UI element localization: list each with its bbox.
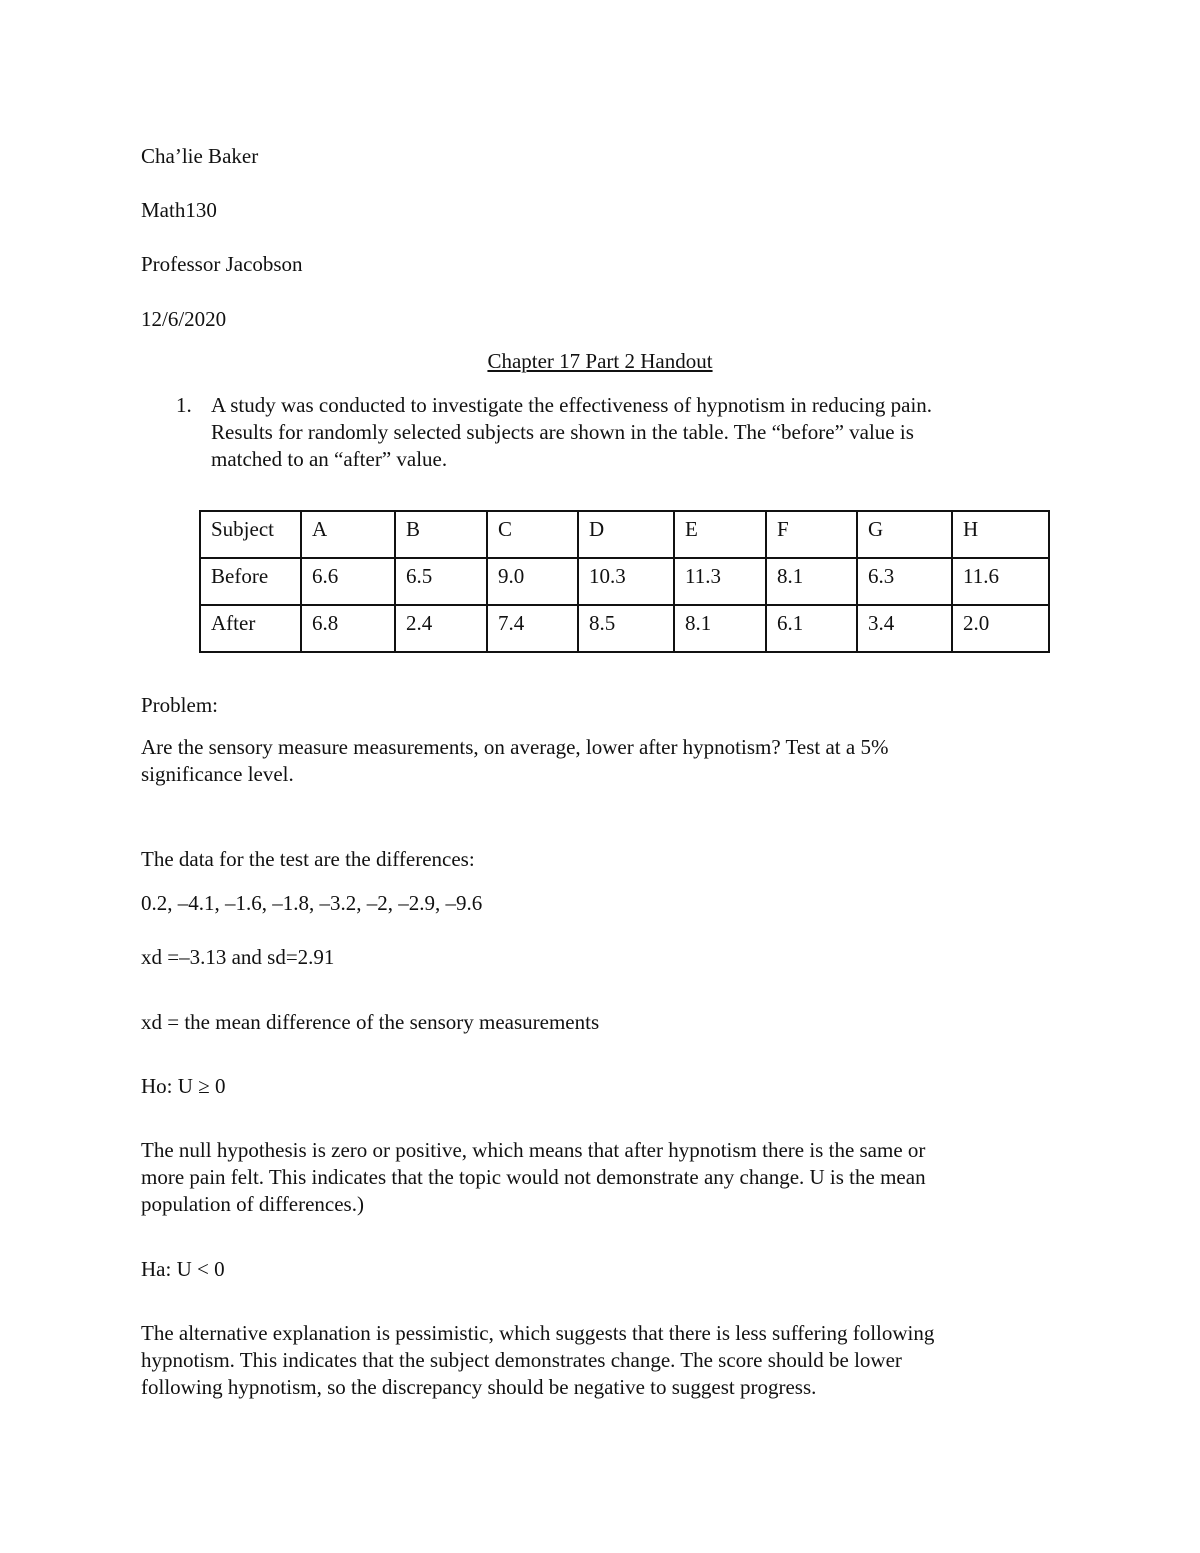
table-cell: H bbox=[952, 511, 1049, 558]
table-cell: 10.3 bbox=[578, 558, 674, 605]
alt-hypothesis-statement: Ha: U < 0 bbox=[141, 1257, 225, 1281]
document-title: Chapter 17 Part 2 Handout bbox=[487, 349, 713, 373]
null-hypothesis-line: population of differences.) bbox=[141, 1192, 364, 1216]
table-cell: 2.0 bbox=[952, 605, 1049, 652]
alt-hypothesis-line: The alternative explanation is pessimistic, which suggests that there is less suffering following bbox=[141, 1321, 935, 1345]
table-cell: 2.4 bbox=[395, 605, 487, 652]
differences-stats: xd =–3.13 and sd=2.91 bbox=[141, 945, 335, 969]
table-cell: G bbox=[857, 511, 952, 558]
table-cell: 8.5 bbox=[578, 605, 674, 652]
question-text bbox=[211, 392, 1071, 473]
table-cell: 8.1 bbox=[674, 605, 766, 652]
table-cell: 8.1 bbox=[766, 558, 857, 605]
alt-hypothesis-line: hypnotism. This indicates that the subject demonstrates change. The score should be lower bbox=[141, 1348, 902, 1372]
problem-line: significance level. bbox=[141, 762, 294, 786]
table-cell: 6.8 bbox=[301, 605, 395, 652]
table-cell: 6.5 bbox=[395, 558, 487, 605]
data-table bbox=[199, 510, 1050, 653]
table-cell: 11.6 bbox=[952, 558, 1049, 605]
table-cell: 7.4 bbox=[487, 605, 578, 652]
course-name: Math130 bbox=[141, 198, 217, 222]
table-cell: Before bbox=[200, 558, 301, 605]
question-line: Results for randomly selected subjects are shown in the table. The “before” value is bbox=[211, 420, 914, 444]
mean-difference-definition: xd = the mean difference of the sensory measurements bbox=[141, 1010, 600, 1034]
table-cell: F bbox=[766, 511, 857, 558]
null-hypothesis-line: The null hypothesis is zero or positive, which means that after hypnotism there is the same or bbox=[141, 1138, 926, 1162]
alt-hypothesis-explanation bbox=[141, 1320, 1041, 1401]
document-date: 12/6/2020 bbox=[141, 307, 227, 331]
student-name: Cha’lie Baker bbox=[141, 144, 259, 168]
problem-line: Are the sensory measure measurements, on average, lower after hypnotism? Test at a 5% bbox=[141, 735, 889, 759]
table-row-before bbox=[200, 558, 1049, 605]
null-hypothesis-explanation bbox=[141, 1137, 1041, 1218]
null-hypothesis-statement: Ho: U ≥ 0 bbox=[141, 1074, 226, 1098]
table-cell: 6.6 bbox=[301, 558, 395, 605]
table-cell: 6.1 bbox=[766, 605, 857, 652]
table-row-header bbox=[200, 511, 1049, 558]
question-line: matched to an “after” value. bbox=[211, 447, 448, 471]
table-cell: After bbox=[200, 605, 301, 652]
table-cell: Subject bbox=[200, 511, 301, 558]
differences-values: 0.2, –4.1, –1.6, –1.8, –3.2, –2, –2.9, –9.6 bbox=[141, 891, 483, 915]
professor-name: Professor Jacobson bbox=[141, 252, 303, 276]
table-cell: D bbox=[578, 511, 674, 558]
differences-intro: The data for the test are the differences: bbox=[141, 847, 475, 871]
alt-hypothesis-line: following hypnotism, so the discrepancy should be negative to suggest progress. bbox=[141, 1375, 817, 1399]
table-cell: 11.3 bbox=[674, 558, 766, 605]
table-cell: B bbox=[395, 511, 487, 558]
table-cell: E bbox=[674, 511, 766, 558]
table-cell: C bbox=[487, 511, 578, 558]
table-cell: 3.4 bbox=[857, 605, 952, 652]
problem-label: Problem: bbox=[141, 693, 218, 717]
question-line: A study was conducted to investigate the effectiveness of hypnotism in reducing pain. bbox=[211, 393, 933, 417]
table-cell: 6.3 bbox=[857, 558, 952, 605]
problem-text bbox=[141, 734, 1041, 788]
table-cell: 9.0 bbox=[487, 558, 578, 605]
null-hypothesis-line: more pain felt. This indicates that the topic would not demonstrate any change. U is the mean bbox=[141, 1165, 926, 1189]
table-row-after bbox=[200, 605, 1049, 652]
table-cell: A bbox=[301, 511, 395, 558]
question-number: 1. bbox=[176, 393, 192, 417]
